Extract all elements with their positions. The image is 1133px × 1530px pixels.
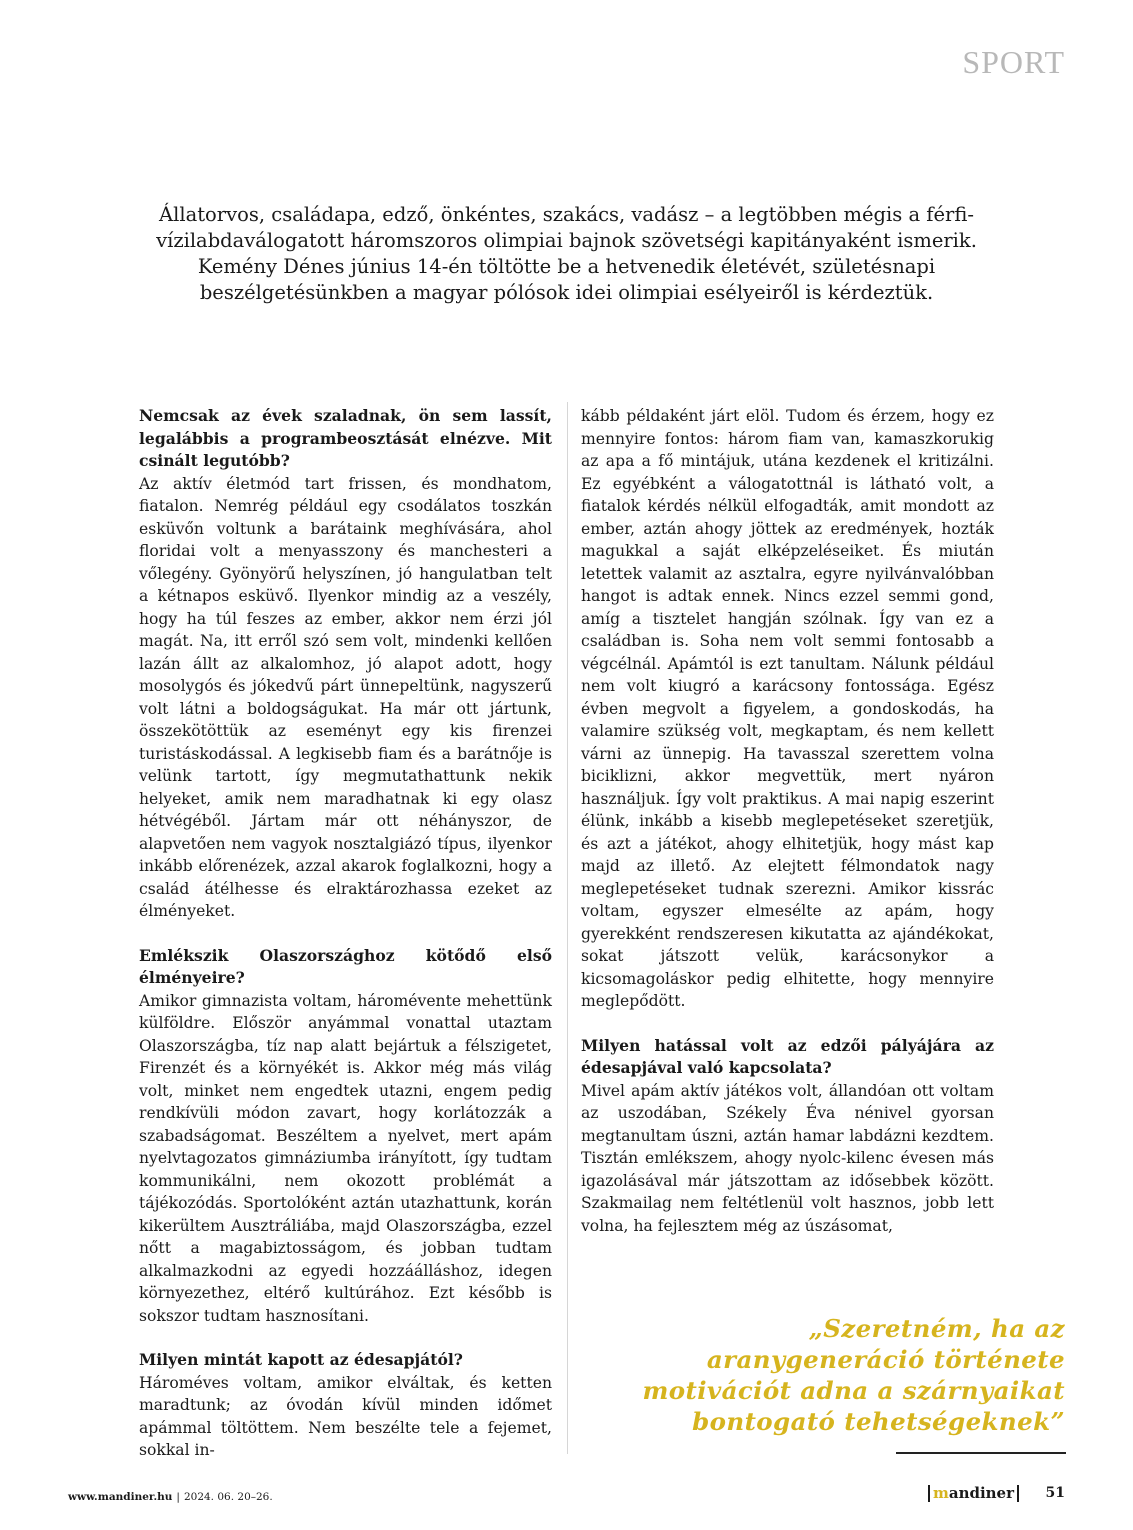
section-label: SPORT — [962, 44, 1065, 80]
interview-question: Milyen mintát kapott az édesapjától? — [139, 1350, 463, 1369]
footer-site[interactable]: www.mandiner.hu — [68, 1491, 173, 1503]
interview-answer: kább példaként járt elöl. Tudom és érzem, hogy ez mennyire fontos: három fiam van, kamaszkorukig az apa a fő mintájuk, utána kezdenek el kritizálni. Ez egyébként a válogatottnál is látható volt, a fiatalok kérdés nélkül elfogadták, amit mondott az ember, aztán ahogy jöttek az eredmények, hozták magukkal a saját elképzeléseiket. És miután letettek valamit az asztalra, egyre nyilvánvalóbban hangot is adtak ennek. Nincs ezzel semmi gond, amíg a tisztelet hangján szólnak. Így van ez a családban is. Soha nem volt semmi fontosabb a végcélnál. Apámtól is ezt tanultam. Nálunk például nem volt kiugró a karácsony fontossága. Egész évben megvolt a figyelem, a gondoskodás, ha valamire szükség volt, megkaptam, és nem kellett várni az ünnepig. Ha tavasszal szerettem volna biciklizni, akkor megvettük, mert nyáron használjuk. Így volt praktikus. A mai napig eszerint élünk, inkább a kisebb meglepetéseket szeretjük, és azt a játékot, ahogy elhitetjük, hogy mást kap majd az illető. Az elejtett félmondatok nagy meglepetéseket tudnak szerezni. Amikor kissrác voltam, egyszer elmesélte az apám, hogy gyerekként rendszeresen kikutatta az ajándékokat, sokat játszott velük, karácsonykor a kicsomagoláskor pedig elhitette, hogy mennyire meglepődött. — [581, 407, 994, 1010]
article-column-left — [139, 405, 552, 1462]
footer-separator: | — [176, 1491, 180, 1503]
footer-date: 2024. 06. 20–26. — [183, 1491, 273, 1503]
pull-quote: „Szeretném, ha az aranygeneráció története motivációt adna a szárnyaikat bontogató tehetségeknek” — [642, 1314, 1065, 1436]
interview-question: Nemcsak az évek szaladnak, ön sem lassít, legalábbis a programbeosztását elnézve. Mit csinált legutóbb? — [139, 406, 552, 470]
interview-answer: Hároméves voltam, amikor elváltak, és ketten maradtunk; az óvodán kívül minden időmet apámmal töltöttem. Nem beszélte tele a fejemet, sokkal in- — [139, 1373, 552, 1459]
brand-logo-m: m — [932, 1484, 949, 1502]
interview-question: Emlékszik Olaszországhoz kötődő első élményeire? — [139, 945, 552, 987]
interview-answer: Az aktív életmód tart frissen, és mondhatom, fiatalon. Nemrég például egy csodálatos toszkán esküvőn voltunk a barátaink meghívására, ahol floridai volt a menyasszony és manchesteri a vőlegény. Gyönyörű helyszínen, jó hangulatban telt a kétnapos esküvő. Ilyenkor mindig az a veszély, hogy ha túl feszes az ember, akkor nem érzi jól magát. Na, itt erről szó sem volt, mindenki kellően lazán állt az alkalomhoz, jó alapot adott, hogy mosolygós és jókedvű párt ünnepeltünk, nagyszerű volt látni a boldogságukat. Ha már ott jártunk, összekötöttük az eseményt egy kis firenzei turistáskodással. A legkisebb fiam és a barátnője is velünk tartott, így megmutathattunk nekik helyeket, amik nem maradhatnak ki egy olasz hétvégéből. Jártam már ott néhányszor, de alapvetően nem vagyok nosztalgiázó típus, ilyenkor inkább előrenézek, azzal akarok foglalkozni, hogy a család átélhesse és elraktározhassa ezeket az élményeket. — [139, 474, 552, 920]
brand-bar-right — [1017, 1485, 1019, 1502]
pull-quote-rule — [896, 1452, 1066, 1454]
article-column-right — [581, 405, 994, 1237]
interview-answer: Amikor gimnazista voltam, háromévente mehettünk külföldre. Először anyámmal vonattal utaztam Olaszországba, tíz nap alatt bejártuk a félszigetet, Firenzét és a környékét is. Akkor még más világ volt, minket nem engedtek utazni, engem pedig rendkívüli módon zavart, hogy korlátozzák a szabadságomat. Beszéltem a nyelvet, mert apám nyelvtagozatos gimnáziumba irányított, így tudtam kommunikálni, nem okozott problémát a tájékozódás. Sportolóként aztán utazhattunk, korán kikerültem Ausztráliába, majd Olaszországba, ezzel nőtt a magabiztosságom, és jobban tudtam alkalmazkodni az egyedi hozzáálláshoz, idegen környezethez, eltérő kultúrához. Ezt később is sokszor tudtam hasznosítani. — [139, 991, 552, 1325]
page-number: 51 — [1045, 1485, 1065, 1501]
brand-logo-text: andiner — [948, 1484, 1015, 1502]
footer-site-date — [68, 1491, 273, 1503]
interview-question: Milyen hatással volt az edzői pályájára az édesapjával való kapcsolata? — [581, 1035, 994, 1077]
column-divider — [567, 402, 568, 1454]
article-lead: Állatorvos, családapa, edző, önkéntes, szakács, vadász – a legtöbben mégis a férfi-vízilabdaválogatott háromszoros olimpiai bajnok szövetségi kapitányaként ismerik. Kemény Dénes június 14-én töltötte be a hetvenedik életévét, születésnapi beszélgetésünkben a magyar pólósok idei olimpiai esélyeiről is kérdeztük. — [156, 203, 977, 304]
brand-bar-left — [928, 1485, 930, 1502]
brand-logo — [925, 1484, 1021, 1502]
interview-answer: Mivel apám aktív játékos volt, állandóan ott voltam az uszodában, Székely Éva nénivel gyorsan megtanultam úszni, aztán hamar labdázni kezdtem. Tisztán emlékszem, ahogy nyolc-kilenc évesen más igazolásával már játszottam az idősebbek között. Szakmailag nem feltétlenül volt hasznos, jobb lett volna, ha fejlesztem még az úszásomat, — [581, 1081, 994, 1235]
footer-brand-page — [925, 1484, 1065, 1502]
